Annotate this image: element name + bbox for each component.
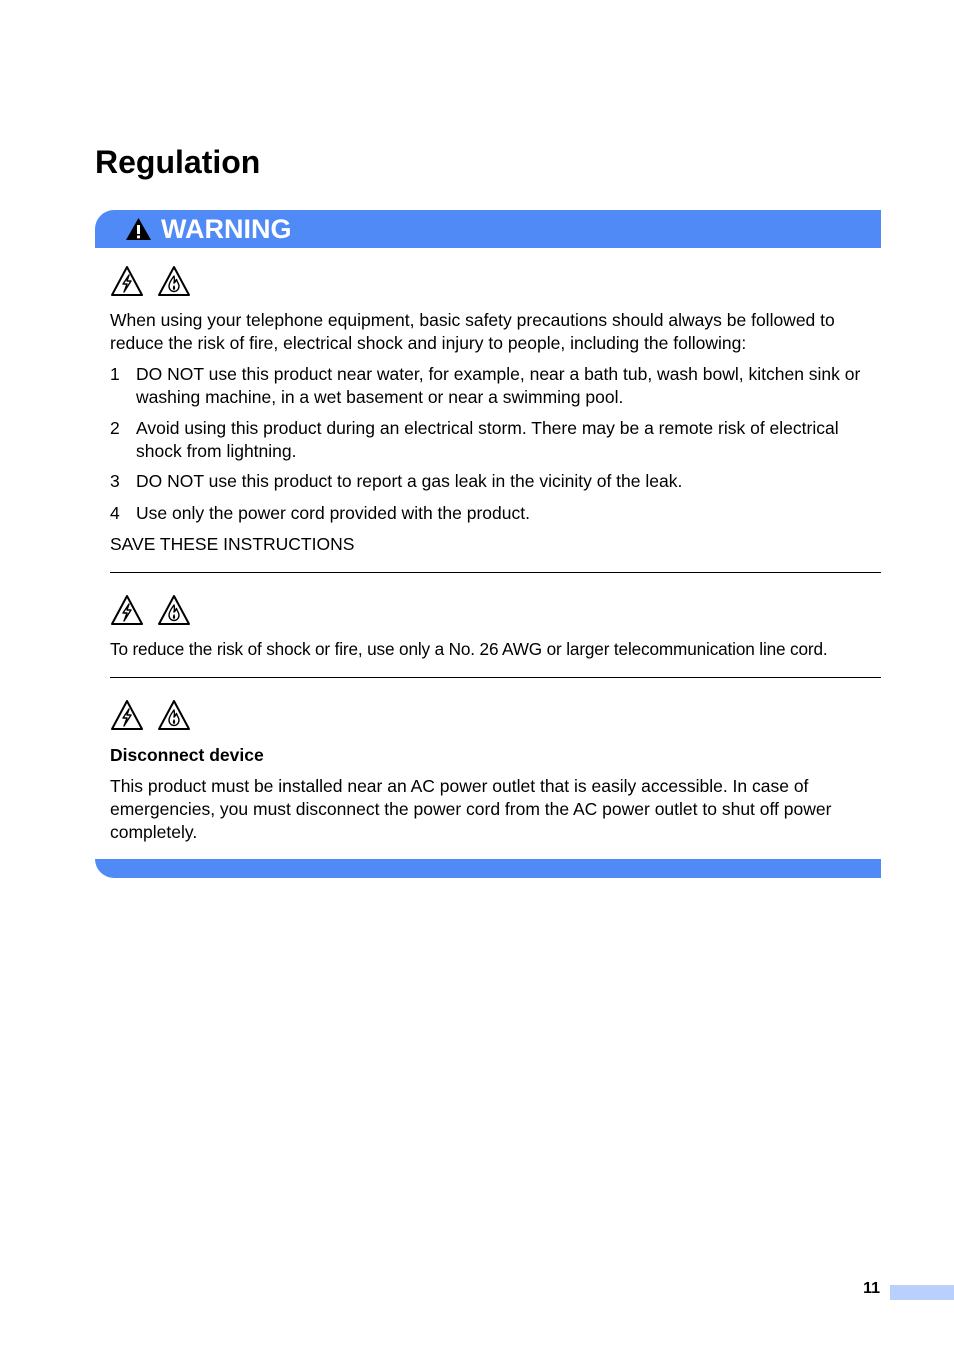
warning-footer-bar: [95, 859, 881, 878]
warning-header-bar: [95, 210, 881, 248]
list-item: [110, 363, 882, 408]
section-divider: [110, 572, 881, 573]
list-item-text: DO NOT use this product to report a gas leak in the vicinity of the leak.: [136, 471, 683, 491]
page-title: Regulation: [95, 144, 261, 180]
disconnect-device-paragraph: This product must be installed near an AC power outlet that is easily accessible. In case of emergencies, you must disconnect the power cord from the AC power outlet to shut off power completely.: [110, 776, 832, 842]
list-item-number: 4: [110, 503, 120, 523]
warning-label: WARNING: [161, 214, 292, 244]
save-instructions-text: SAVE THESE INSTRUCTIONS: [110, 534, 355, 554]
fire-hazard-icon: [157, 594, 191, 626]
fire-hazard-icon: [157, 699, 191, 731]
list-item-number: 2: [110, 418, 120, 438]
warning-triangle-icon: [125, 217, 152, 241]
disconnect-device-heading: Disconnect device: [110, 745, 264, 765]
page-tab-marker: [890, 1285, 954, 1300]
page-number: 11: [863, 1280, 880, 1297]
hazard-icon-row: [110, 594, 191, 626]
hazard-icon-row: [110, 265, 191, 297]
hazard-icon-row: [110, 699, 191, 731]
electrical-shock-hazard-icon: [110, 594, 144, 626]
fire-hazard-icon: [157, 265, 191, 297]
section-divider: [110, 677, 881, 678]
list-item-number: 3: [110, 471, 120, 491]
list-item: [110, 417, 882, 462]
line-cord-paragraph: To reduce the risk of shock or fire, use only a No. 26 AWG or larger telecommunication line cord.: [110, 639, 828, 659]
electrical-shock-hazard-icon: [110, 699, 144, 731]
list-item-text: Use only the power cord provided with the product.: [136, 503, 530, 523]
list-item-text: DO NOT use this product near water, for example, near a bath tub, wash bowl, kitchen sink or washing machine, in a wet basement or near a swimming pool.: [136, 364, 861, 407]
safety-intro-paragraph: When using your telephone equipment, basic safety precautions should always be followed to reduce the risk of fire, electrical shock and injury to people, including the following:: [110, 310, 835, 353]
list-item: [110, 502, 882, 525]
electrical-shock-hazard-icon: [110, 265, 144, 297]
list-item: [110, 470, 882, 493]
list-item-number: 1: [110, 364, 120, 384]
list-item-text: Avoid using this product during an electrical storm. There may be a remote risk of electrical shock from lightning.: [136, 418, 839, 461]
